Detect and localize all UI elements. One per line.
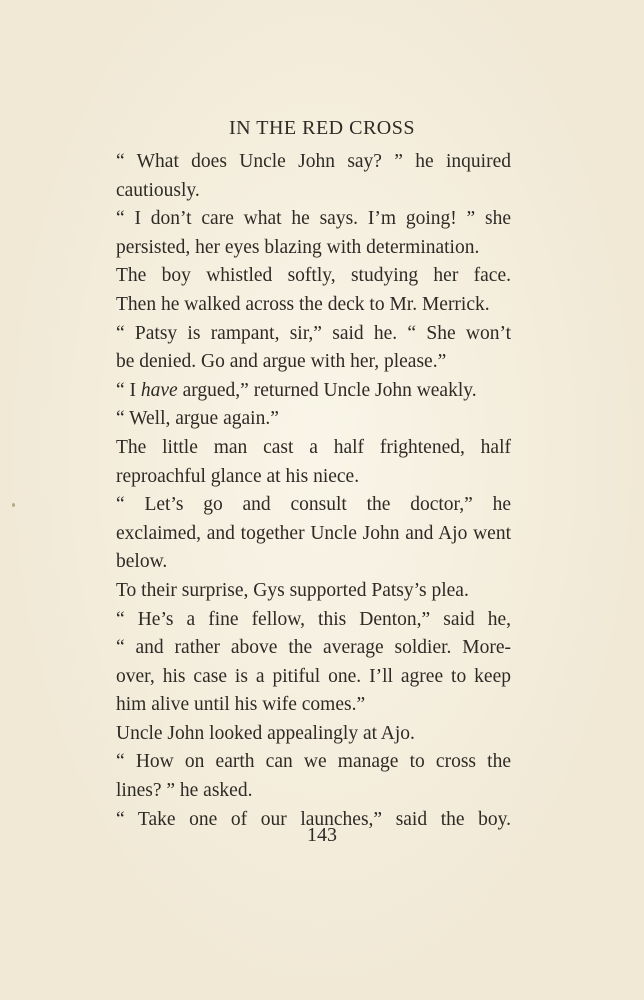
text-line: be denied. Go and argue with her, please.” xyxy=(116,351,447,373)
text-line xyxy=(116,377,511,406)
text-line: “ Well, argue again.” xyxy=(116,408,279,430)
page-number: 143 xyxy=(307,824,337,846)
text-line: persisted, her eyes blazing with determination. xyxy=(116,236,480,258)
text-line: To their surprise, Gys supported Patsy’s plea. xyxy=(116,579,469,601)
emphasis-text: have xyxy=(140,379,178,401)
text-fragment: argued,” returned Uncle John weakly. xyxy=(177,379,477,401)
text-line: below. xyxy=(116,551,168,573)
text-line: “ and rather above the average soldier. More- xyxy=(116,637,511,659)
text-line: cautiously. xyxy=(116,179,200,201)
text-line: “ How on earth can we manage to cross the xyxy=(116,751,511,773)
body-text xyxy=(116,148,511,834)
text-line: “ Let’s go and consult the doctor,” he xyxy=(116,494,511,516)
text-line: “ He’s a fine fellow, this Denton,” said he, xyxy=(116,608,511,630)
paper-speck xyxy=(12,503,15,507)
text-line: reproachful glance at his niece. xyxy=(116,465,360,487)
text-line: Then he walked across the deck to Mr. Merrick. xyxy=(116,293,490,315)
running-head: IN THE RED CROSS xyxy=(229,117,415,139)
text-line: The boy whistled softly, studying her face. xyxy=(116,265,511,287)
text-line: “ Patsy is rampant, sir,” said he. “ She won’t xyxy=(116,322,511,344)
text-line: The little man cast a half frightened, half xyxy=(116,436,511,458)
text-line: lines? ” he asked. xyxy=(116,780,253,802)
text-line: him alive until his wife comes.” xyxy=(116,694,366,716)
text-fragment: “ I xyxy=(116,379,141,401)
text-line: “ Take one of our launches,” said the boy. xyxy=(116,808,511,830)
text-line: Uncle John looked appealingly at Ajo. xyxy=(116,722,415,744)
text-line: over, his case is a pitiful one. I’ll agree to keep xyxy=(116,665,511,687)
text-line: exclaimed, and together Uncle John and Ajo went xyxy=(116,522,511,544)
text-line: “ What does Uncle John say? ” he inquired xyxy=(116,151,511,172)
text-line: “ I don’t care what he says. I’m going! ” she xyxy=(116,208,511,230)
